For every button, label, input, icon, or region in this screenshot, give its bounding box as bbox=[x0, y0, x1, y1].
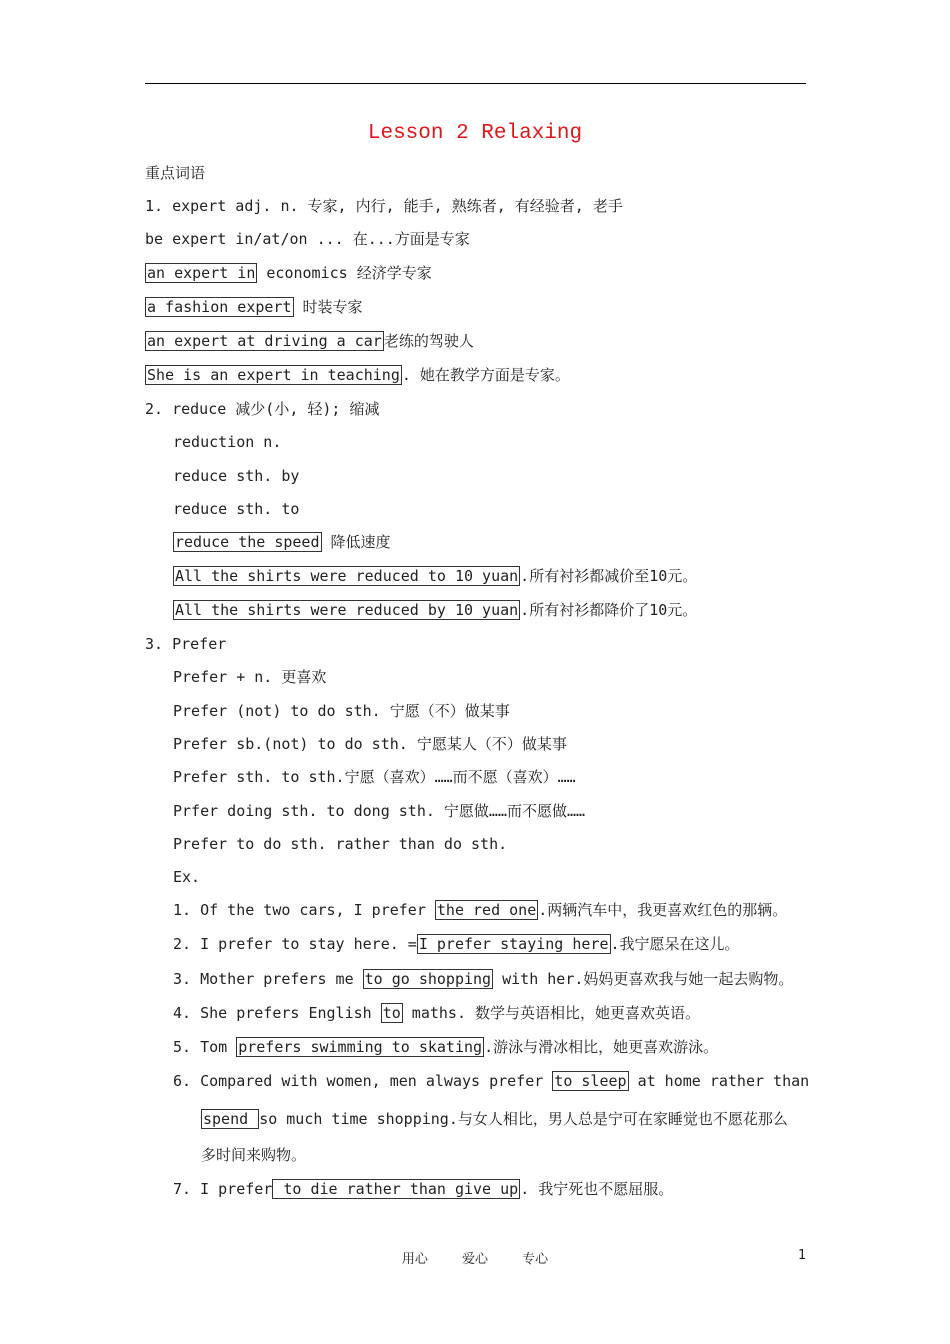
text-line bbox=[173, 1070, 809, 1092]
boxed-phrase: I prefer staying here bbox=[418, 935, 609, 953]
text-segment: 时装专家 bbox=[293, 298, 363, 316]
text-segment: 3. Mother prefers me bbox=[173, 970, 363, 988]
boxed-phrase: to bbox=[382, 1004, 401, 1022]
text-segment: maths. 数学与英语相比，她更喜欢英语。 bbox=[402, 1004, 701, 1022]
text-line bbox=[173, 800, 585, 822]
text-line bbox=[173, 866, 200, 888]
text-segment: .我宁愿呆在这儿。 bbox=[610, 935, 740, 953]
text-segment: .所有衬衫都减价至10元。 bbox=[520, 567, 698, 585]
text-line bbox=[173, 1036, 718, 1058]
boxed-phrase: to die rather than give up bbox=[274, 1180, 519, 1198]
text-line bbox=[145, 330, 474, 352]
boxed-phrase: a fashion expert bbox=[147, 298, 292, 316]
text-line bbox=[173, 1178, 673, 1200]
text-segment: at home rather than bbox=[628, 1072, 810, 1090]
text-segment: reduce sth. by bbox=[173, 467, 300, 485]
text-line bbox=[201, 1144, 306, 1166]
text-line bbox=[145, 195, 623, 217]
text-line bbox=[173, 833, 507, 855]
boxed-phrase: the red one bbox=[436, 901, 537, 919]
page-number: 1 bbox=[798, 1248, 807, 1263]
text-segment: Prefer (not) to do sth. 宁愿（不）做某事 bbox=[173, 702, 510, 720]
text-line bbox=[173, 599, 697, 621]
text-line bbox=[145, 364, 570, 386]
text-segment: be expert in/at/on ... 在...方面是专家 bbox=[145, 230, 470, 248]
text-segment: 7. I prefer bbox=[173, 1180, 273, 1198]
text-segment: 2. reduce 减少(小, 轻); 缩减 bbox=[145, 400, 380, 418]
text-line bbox=[173, 700, 510, 722]
text-line bbox=[145, 398, 380, 420]
text-segment: 5. Tom bbox=[173, 1038, 237, 1056]
text-segment: economics 经济学专家 bbox=[257, 264, 432, 282]
boxed-phrase: to go shopping bbox=[364, 970, 492, 988]
page-title: Lesson 2 Relaxing bbox=[367, 122, 583, 145]
boxed-phrase: an expert in bbox=[147, 264, 256, 282]
text-segment: Prefer sth. to sth.宁愿（喜欢）……而不愿（喜欢）…… bbox=[173, 768, 576, 786]
text-line bbox=[173, 531, 391, 553]
boxed-phrase: an expert at driving a car bbox=[147, 332, 382, 350]
text-segment: 3. Prefer bbox=[145, 635, 227, 653]
boxed-phrase: reduce the speed bbox=[175, 533, 320, 551]
text-segment: .游泳与滑冰相比，她更喜欢游泳。 bbox=[484, 1038, 719, 1056]
boxed-phrase: prefers swimming to skating bbox=[238, 1038, 483, 1056]
text-segment: 4. She prefers English bbox=[173, 1004, 381, 1022]
text-segment: reduce sth. to bbox=[173, 500, 300, 518]
text-segment: 1. Of the two cars, I prefer bbox=[173, 901, 435, 919]
boxed-phrase: to sleep bbox=[554, 1072, 627, 1090]
text-line bbox=[145, 296, 363, 318]
text-line bbox=[173, 1002, 700, 1024]
text-line bbox=[145, 228, 470, 250]
text-segment: .两辆汽车中，我更喜欢红色的那辆。 bbox=[538, 901, 788, 919]
text-line bbox=[173, 666, 326, 688]
text-line bbox=[145, 633, 226, 655]
boxed-phrase: spend bbox=[203, 1110, 258, 1128]
header-rule bbox=[145, 83, 806, 84]
text-line bbox=[173, 431, 281, 453]
text-line bbox=[201, 1108, 788, 1130]
text-line bbox=[173, 465, 299, 487]
text-segment: Prefer sb.(not) to do sth. 宁愿某人（不）做某事 bbox=[173, 735, 567, 753]
section-heading: 重点词语 bbox=[145, 164, 206, 182]
text-segment: Prefer + n. 更喜欢 bbox=[173, 668, 327, 686]
text-segment: Prfer doing sth. to dong sth. 宁愿做……而不愿做…… bbox=[173, 802, 586, 820]
text-segment: . 她在教学方面是专家。 bbox=[401, 366, 570, 384]
text-line bbox=[173, 933, 740, 955]
text-segment: . 我宁死也不愿屈服。 bbox=[520, 1180, 674, 1198]
text-segment: 老练的驾驶人 bbox=[383, 332, 474, 350]
text-segment: so much time shopping.与女人相比，男人总是宁可在家睡觉也不愿花那么 bbox=[259, 1110, 788, 1128]
text-segment: 2. I prefer to stay here. = bbox=[173, 935, 417, 953]
text-segment: .所有衬衫都降价了10元。 bbox=[520, 601, 698, 619]
text-segment: with her.妈妈更喜欢我与她一起去购物。 bbox=[493, 970, 794, 988]
text-line bbox=[173, 733, 567, 755]
page-footer: 用心 爱心 专心 bbox=[401, 1252, 549, 1267]
boxed-phrase: All the shirts were reduced by 10 yuan bbox=[175, 601, 519, 619]
text-segment: 6. Compared with women, men always prefer bbox=[173, 1072, 553, 1090]
text-line bbox=[173, 766, 576, 788]
text-line bbox=[173, 498, 299, 520]
text-segment: Prefer to do sth. rather than do sth. bbox=[173, 835, 508, 853]
boxed-phrase: All the shirts were reduced to 10 yuan bbox=[175, 567, 519, 585]
text-line bbox=[173, 565, 697, 587]
text-segment: reduction n. bbox=[173, 433, 282, 451]
text-segment: Ex. bbox=[173, 868, 201, 886]
text-line bbox=[145, 262, 432, 284]
text-segment: 多时间来购物。 bbox=[201, 1146, 307, 1164]
text-segment: 1. expert adj. n. 专家, 内行, 能手, 熟练者, 有经验者, 老手 bbox=[145, 197, 623, 215]
text-line bbox=[173, 968, 793, 990]
text-line bbox=[173, 899, 787, 921]
boxed-phrase: She is an expert in teaching bbox=[147, 366, 400, 384]
text-segment: 降低速度 bbox=[321, 533, 391, 551]
